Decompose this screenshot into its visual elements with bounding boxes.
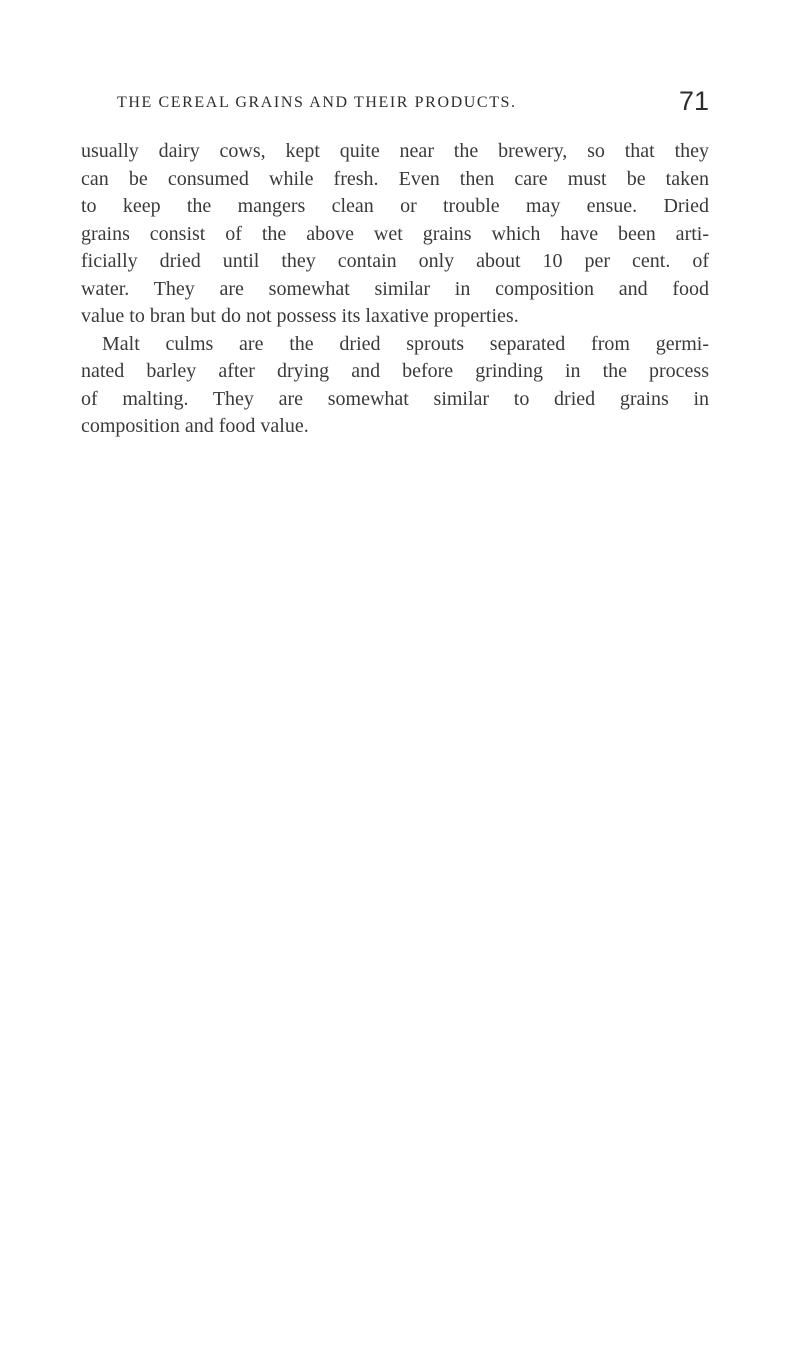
page-number: 71 (678, 86, 709, 116)
text-line: value to bran but do not possess its laxative properties. (81, 305, 519, 327)
text-line: usually dairy cows, kept quite near the brewery, so that they (81, 140, 709, 162)
body-text (81, 138, 709, 441)
text-line: water. They are somewhat similar in composition and food (81, 277, 709, 300)
text-line: grains consist of the above wet grains which have been arti- (81, 222, 709, 245)
text-line: ficially dried until they contain only about 10 per cent. of (81, 250, 709, 272)
text-line: of malting. They are somewhat similar to dried grains in (81, 387, 709, 410)
text-line: composition and food value. (81, 415, 309, 437)
text-line: to keep the mangers clean or trouble may ensue. Dried (81, 195, 709, 217)
text-line: can be consumed while fresh. Even then care must be taken (81, 167, 709, 190)
running-title: THE CEREAL GRAINS AND THEIR PRODUCTS. (117, 94, 517, 111)
paragraph-first-line: Malt culms are the dried sprouts separated from germi- (102, 332, 709, 355)
text-line: nated barley after drying and before grinding in the process (81, 360, 709, 382)
running-head (117, 86, 709, 120)
